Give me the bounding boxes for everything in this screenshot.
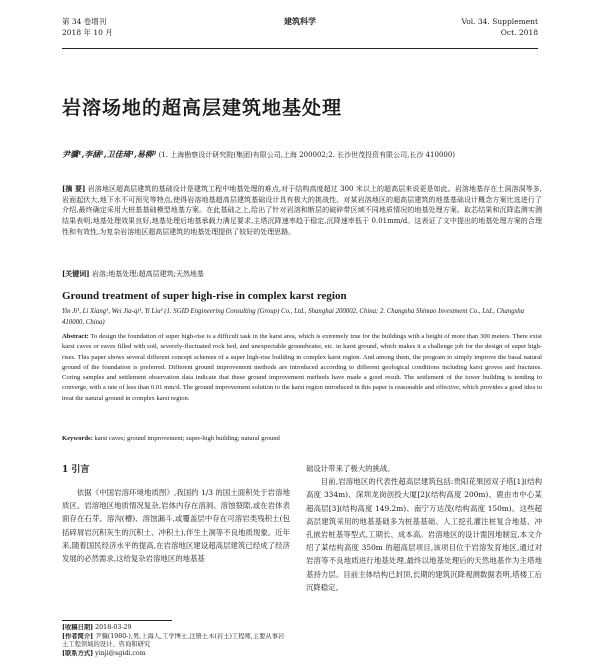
running-header <box>62 14 538 50</box>
keywords-cn-text: 岩溶;地基处理;超高层建筑;天然地基 <box>91 270 204 278</box>
date-en: Oct. 2018 <box>500 28 538 37</box>
authors-block <box>62 148 542 161</box>
abstract-cn-label: [摘 要] <box>62 184 86 193</box>
intro-paragraph-2: 目前,岩溶地区的代表性超高层建筑包括:贵阳花果园双子塔[1](结构高度 334m)、深圳龙岗创投大厦[2](结构高度 200m)、鹿由市中心某超高层[3](结构高度 149.2m)、南宁万达茂(结构高度 150m)。这些超高层建筑采用的地基基础多为桩基基础、人工挖孔灌注桩复合地基、冲孔嵌岩桩基等型式,工期长、成本高。岩溶地区的设计需因地制宜,本文介绍了某结构高度 350m 的超高层项目,该项目位于岩溶发育地区,通过对岩溶等不良地质进行地基处理,最终以地基处理后的天然地基作为主塔地基持力层。目前主体结构已封顶,长期的建筑沉降观测数据表明,塔楼工后沉降稳定。 <box>306 477 542 592</box>
volume-en: Vol. 34. Supplement <box>461 17 538 26</box>
english-authors: Yin Ji¹, Li Xiang¹, Wei Jia-qi¹, Yi Liu² (1. SGID Engineering Consulting (Group) Co., Ltd., Shanghai 200002, China; 2. Changsha Shimao Investment Co., Ltd., Changsha 410000, China) <box>62 308 525 326</box>
footnote-rule <box>62 620 172 621</box>
body-left-column <box>62 486 290 565</box>
footnote-contact <box>62 650 290 659</box>
keywords-en-text: karst caves; ground improvement; super-high building; natural ground <box>94 435 280 442</box>
keywords-en <box>62 434 542 444</box>
keywords-cn-label: [关键词] <box>62 269 90 278</box>
header-rule <box>62 48 538 49</box>
header-right <box>461 16 538 38</box>
author-bio: 尹骥(1980-),男,上海人,工学博士,注册土木(岩土)工程师,主要从事岩土工程领域的设计、咨询和研究 <box>62 632 285 649</box>
footnote-author <box>62 633 290 650</box>
section-heading: 1 引言 <box>62 465 90 475</box>
abstract-en-label: Abstract: <box>62 333 89 340</box>
author-names: 尹骥¹,李涵¹,卫佳琦¹,易柳² <box>62 149 157 159</box>
intro-paragraph-continued: 础设计带来了极大的挑战。 <box>306 464 395 473</box>
received-label: [收稿日期] <box>62 624 94 631</box>
author-bio-label: [作者简介] <box>62 632 94 640</box>
contact-email: yinji@sgidi.com <box>95 649 146 657</box>
abstract-cn <box>62 184 542 238</box>
footnotes <box>62 624 290 658</box>
footnote-received <box>62 624 290 633</box>
received-date: 2018-03-29 <box>95 624 132 631</box>
keywords-cn <box>62 269 542 279</box>
paper-title: 岩溶场地的超高层建筑地基处理 <box>62 97 343 119</box>
contact-label: [联系方式] <box>62 649 94 657</box>
keywords-en-label: Keywords: <box>62 435 93 442</box>
abstract-en <box>62 332 542 404</box>
intro-paragraph-1: 依据《中国岩溶环境地质图》,我国约 1/3 的国土面积处于岩溶地质区。岩溶地区地质情况复杂,岩体内存在溶洞、溶蚀裂隙,或在岩体表面存在石芽、溶沟(槽)、溶蚀漏斗,或覆盖层中存在可溶岩类残积土(包括碎屑岩沉积灰生的沉积土、冲积土),伴生土洞等不良地质现象。近年来,随着国民经济水平的提高,在岩溶地区建设超高层建筑已经成了经济发展的必然需求,这给复杂岩溶地区的地基基 <box>62 488 290 564</box>
author-affiliations: (1. 上海勘察设计研究院(集团)有限公司,上海 200002;2. 长沙世茂投资有限公司,长沙 410000) <box>158 151 456 159</box>
date-cn: 2018 年 10 月 <box>62 28 113 37</box>
english-title: Ground treatment of super high-rise in complex karst region <box>62 290 347 302</box>
abstract-en-text: To design the foundation of super high-rise is a difficult task in the karst area, which is extremely true for the buildings with a height of more than 300 meters. There exist karst caves or eaves filled with soil, severely-fluctuated rock bed, and unexpectable groundwater, etc. in karst ground, which makes it a challenge job for the design of super high-rises. This paper shows several different concept schemes of a super high-rise building in complex karst region. And among them, the program to simply improve the basal natural ground of the foundation is preferred. Different ground improvement methods are introduced according to different geological conditions including karst groves and fractures. Coring samples and settlement observation data indicate that these ground improvement methods have made a good result. The settlement of the tower building is tending to converge, with a rate of less than 0.01 mm/d. The ground improvement solution to the karst region introduced in this paper is reasonable and effective, which provides a good idea to treat the natural ground in complex karst region. <box>62 333 542 402</box>
body-right-column <box>306 462 542 594</box>
journal-name: 建筑科学 <box>284 16 316 26</box>
abstract-cn-text: 岩溶地区超高层建筑的基础设计是建筑工程中地基处理的难点,对于结构高度超过 300 米以上的超高层来说更是如此。岩溶地基存在土洞溶洞等多,岩面起伏大,地下水不可预见等特点,使得岩溶地基超高层建筑基础设计具有极大的挑战性。对某岩溶地区的超高层建筑的地基基础设计概念方案比选进行了介绍,最终确定采用大桩基基础模型地基方案。在此基础之上,给出了针对岩溶和断层的破碎带区域不同地质情况的地基处理方案。取芯结果和沉降监测实测结果表明,地基处理效果良好,地基处理后地基承载力满足要求,主塔沉降速率趋于稳定,沉降速率低于 0.01mm/d。这表证了文中提出的地基处理方案的合理性和有效性,为复杂岩溶地区超高层建筑的地基处理提供了较好的处理思路。 <box>62 185 543 236</box>
volume-cn: 第 34 卷增刊 <box>62 17 107 26</box>
